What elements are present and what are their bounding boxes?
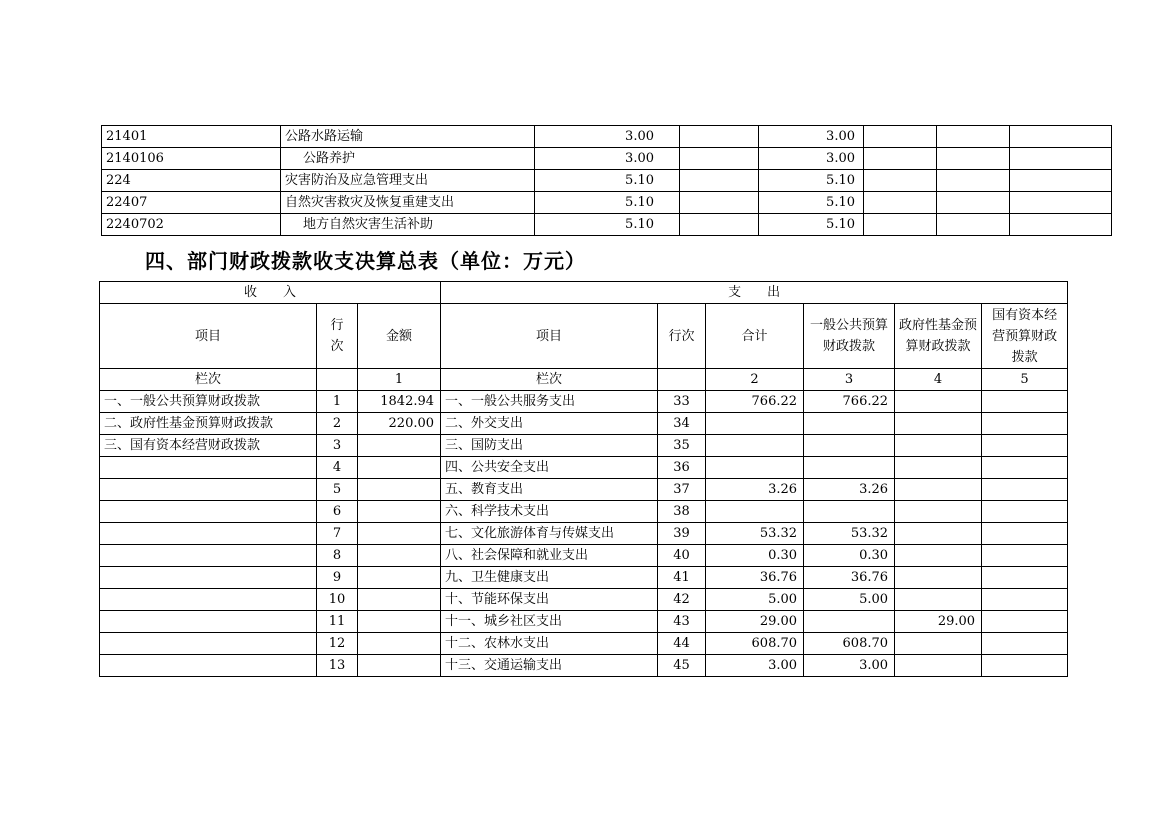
index-2: 2 xyxy=(706,369,804,391)
general-budget-amount: 3.26 xyxy=(804,479,895,501)
gov-fund-amount xyxy=(895,391,982,413)
table-row xyxy=(100,523,1068,545)
expense-total xyxy=(706,413,804,435)
gov-fund-amount xyxy=(895,435,982,457)
table-row xyxy=(100,545,1068,567)
table-row xyxy=(100,655,1068,677)
blank-cell xyxy=(937,148,1010,170)
subject-code: 2140106 xyxy=(102,148,281,170)
subject-name: 公路水路运输 xyxy=(281,126,535,148)
subject-name: 自然灾害救灾及恢复重建支出 xyxy=(281,192,535,214)
table-row xyxy=(100,391,1068,413)
expense-total: 608.70 xyxy=(706,633,804,655)
expense-item: 九、卫生健康支出 xyxy=(441,567,658,589)
expense-row-number: 44 xyxy=(658,633,706,655)
income-row-number: 2 xyxy=(317,413,358,435)
income-amount xyxy=(358,545,441,567)
income-amount xyxy=(358,479,441,501)
general-budget-value: 5.10 xyxy=(759,192,864,214)
expense-row-number: 45 xyxy=(658,655,706,677)
gov-fund-amount xyxy=(895,655,982,677)
general-budget-value: 5.10 xyxy=(759,214,864,236)
income-item xyxy=(100,501,317,523)
lanci-label: 栏次 xyxy=(100,369,317,391)
expense-total xyxy=(706,435,804,457)
expense-row-number: 36 xyxy=(658,457,706,479)
income-row-number: 11 xyxy=(317,611,358,633)
table-row xyxy=(100,479,1068,501)
blank-cell xyxy=(937,170,1010,192)
expense-row-number: 37 xyxy=(658,479,706,501)
table-row xyxy=(102,214,1112,236)
blank-cell xyxy=(680,126,759,148)
general-budget-amount xyxy=(804,435,895,457)
expense-item: 八、社会保障和就业支出 xyxy=(441,545,658,567)
expense-row-number: 33 xyxy=(658,391,706,413)
state-capital-amount xyxy=(982,501,1068,523)
blank-cell xyxy=(1010,214,1112,236)
expense-row-number: 38 xyxy=(658,501,706,523)
blank-cell xyxy=(317,369,358,391)
expense-total: 3.26 xyxy=(706,479,804,501)
state-capital-amount xyxy=(982,611,1068,633)
state-capital-amount xyxy=(982,589,1068,611)
blank-cell xyxy=(864,126,937,148)
subject-name: 地方自然灾害生活补助 xyxy=(281,214,535,236)
income-item xyxy=(100,545,317,567)
table-row xyxy=(100,435,1068,457)
col-header-income-item: 项目 xyxy=(100,304,317,369)
income-row-number: 10 xyxy=(317,589,358,611)
income-amount xyxy=(358,457,441,479)
expense-row-number: 34 xyxy=(658,413,706,435)
general-budget-amount xyxy=(804,413,895,435)
blank-cell xyxy=(864,170,937,192)
table-row xyxy=(102,148,1112,170)
income-amount: 1842.94 xyxy=(358,391,441,413)
general-budget-value: 3.00 xyxy=(759,148,864,170)
state-capital-amount xyxy=(982,655,1068,677)
state-capital-amount xyxy=(982,633,1068,655)
general-budget-amount: 608.70 xyxy=(804,633,895,655)
general-budget-amount: 766.22 xyxy=(804,391,895,413)
expense-row-number: 41 xyxy=(658,567,706,589)
gov-fund-amount xyxy=(895,479,982,501)
expense-total: 36.76 xyxy=(706,567,804,589)
expense-item: 四、公共安全支出 xyxy=(441,457,658,479)
lanci-label-2: 栏次 xyxy=(441,369,658,391)
expense-item: 三、国防支出 xyxy=(441,435,658,457)
subject-name: 灾害防治及应急管理支出 xyxy=(281,170,535,192)
income-row-number: 9 xyxy=(317,567,358,589)
state-capital-amount xyxy=(982,457,1068,479)
income-row-number: 12 xyxy=(317,633,358,655)
state-capital-amount xyxy=(982,567,1068,589)
gov-fund-amount xyxy=(895,633,982,655)
expense-item: 十三、交通运输支出 xyxy=(441,655,658,677)
income-row-number: 7 xyxy=(317,523,358,545)
col-header-amount: 金额 xyxy=(358,304,441,369)
total-value: 5.10 xyxy=(535,170,680,192)
income-row-number: 4 xyxy=(317,457,358,479)
income-amount: 220.00 xyxy=(358,413,441,435)
continued-expense-table xyxy=(101,125,1112,236)
expense-row-number: 42 xyxy=(658,589,706,611)
subject-code: 21401 xyxy=(102,126,281,148)
income-row-number: 6 xyxy=(317,501,358,523)
expense-row-number: 39 xyxy=(658,523,706,545)
state-capital-amount xyxy=(982,523,1068,545)
table-row xyxy=(100,611,1068,633)
income-item: 三、国有资本经营财政拨款 xyxy=(100,435,317,457)
index-4: 4 xyxy=(895,369,982,391)
continued-expense-table-body xyxy=(102,126,1112,236)
expense-row-number: 40 xyxy=(658,545,706,567)
total-value: 5.10 xyxy=(535,214,680,236)
income-row-number: 5 xyxy=(317,479,358,501)
gov-fund-amount: 29.00 xyxy=(895,611,982,633)
income-item xyxy=(100,589,317,611)
income-row-number: 13 xyxy=(317,655,358,677)
group-header-row xyxy=(100,282,1068,304)
expense-total xyxy=(706,457,804,479)
blank-cell xyxy=(864,148,937,170)
general-budget-amount xyxy=(804,611,895,633)
index-1: 1 xyxy=(358,369,441,391)
expense-row-number: 35 xyxy=(658,435,706,457)
income-group-header: 收 入 xyxy=(100,282,441,304)
income-item xyxy=(100,457,317,479)
expense-total: 29.00 xyxy=(706,611,804,633)
col-header-total: 合计 xyxy=(706,304,804,369)
expense-total: 0.30 xyxy=(706,545,804,567)
expense-item: 十、节能环保支出 xyxy=(441,589,658,611)
expense-group-header: 支 出 xyxy=(441,282,1068,304)
expense-item: 五、教育支出 xyxy=(441,479,658,501)
expense-total: 53.32 xyxy=(706,523,804,545)
subject-code: 22407 xyxy=(102,192,281,214)
col-header-income-row: 行次 xyxy=(317,304,358,369)
blank-cell xyxy=(658,369,706,391)
gov-fund-amount xyxy=(895,545,982,567)
table-row xyxy=(102,192,1112,214)
expense-row-number: 43 xyxy=(658,611,706,633)
state-capital-amount xyxy=(982,435,1068,457)
income-amount xyxy=(358,633,441,655)
income-amount xyxy=(358,567,441,589)
expense-total xyxy=(706,501,804,523)
column-index-row xyxy=(100,369,1068,391)
table-row xyxy=(100,567,1068,589)
blank-cell xyxy=(680,214,759,236)
section-heading: 四、部门财政拨款收支决算总表（单位：万元） xyxy=(145,249,586,273)
income-item xyxy=(100,655,317,677)
income-amount xyxy=(358,655,441,677)
income-item xyxy=(100,479,317,501)
total-value: 3.00 xyxy=(535,148,680,170)
gov-fund-amount xyxy=(895,413,982,435)
general-budget-amount: 3.00 xyxy=(804,655,895,677)
gov-fund-amount xyxy=(895,589,982,611)
gov-fund-amount xyxy=(895,457,982,479)
blank-cell xyxy=(864,214,937,236)
income-item xyxy=(100,611,317,633)
subject-code: 2240702 xyxy=(102,214,281,236)
table-row xyxy=(100,413,1068,435)
gov-fund-amount xyxy=(895,501,982,523)
general-budget-amount: 53.32 xyxy=(804,523,895,545)
state-capital-amount xyxy=(982,479,1068,501)
income-item: 二、政府性基金预算财政拨款 xyxy=(100,413,317,435)
general-budget-amount xyxy=(804,501,895,523)
col-header-gov-fund: 政府性基金预算财政拨款 xyxy=(895,304,982,369)
income-row-number: 3 xyxy=(317,435,358,457)
blank-cell xyxy=(1010,192,1112,214)
expense-item: 二、外交支出 xyxy=(441,413,658,435)
income-amount xyxy=(358,435,441,457)
gov-fund-amount xyxy=(895,567,982,589)
state-capital-amount xyxy=(982,413,1068,435)
state-capital-amount xyxy=(982,545,1068,567)
col-header-general-budget: 一般公共预算财政拨款 xyxy=(804,304,895,369)
general-budget-amount: 5.00 xyxy=(804,589,895,611)
income-item: 一、一般公共预算财政拨款 xyxy=(100,391,317,413)
col-header-expense-item: 项目 xyxy=(441,304,658,369)
table-row xyxy=(100,501,1068,523)
blank-cell xyxy=(1010,126,1112,148)
income-item xyxy=(100,567,317,589)
expense-item: 七、文化旅游体育与传媒支出 xyxy=(441,523,658,545)
expense-total: 3.00 xyxy=(706,655,804,677)
general-budget-amount: 36.76 xyxy=(804,567,895,589)
income-row-number: 1 xyxy=(317,391,358,413)
col-header-state-capital: 国有资本经营预算财政拨款 xyxy=(982,304,1068,369)
income-item xyxy=(100,633,317,655)
expense-item: 十一、城乡社区支出 xyxy=(441,611,658,633)
table-row xyxy=(100,633,1068,655)
general-budget-amount xyxy=(804,457,895,479)
blank-cell xyxy=(680,170,759,192)
table-row xyxy=(102,170,1112,192)
blank-cell xyxy=(1010,170,1112,192)
expense-item: 六、科学技术支出 xyxy=(441,501,658,523)
income-amount xyxy=(358,611,441,633)
income-amount xyxy=(358,501,441,523)
general-budget-value: 5.10 xyxy=(759,170,864,192)
blank-cell xyxy=(864,192,937,214)
index-5: 5 xyxy=(982,369,1068,391)
fiscal-summary-table-body xyxy=(100,282,1068,677)
income-amount xyxy=(358,589,441,611)
index-3: 3 xyxy=(804,369,895,391)
expense-item: 十二、农林水支出 xyxy=(441,633,658,655)
blank-cell xyxy=(937,192,1010,214)
blank-cell xyxy=(937,126,1010,148)
total-value: 5.10 xyxy=(535,192,680,214)
total-value: 3.00 xyxy=(535,126,680,148)
blank-cell xyxy=(1010,148,1112,170)
table-row xyxy=(102,126,1112,148)
blank-cell xyxy=(937,214,1010,236)
blank-cell xyxy=(680,148,759,170)
general-budget-amount: 0.30 xyxy=(804,545,895,567)
expense-total: 5.00 xyxy=(706,589,804,611)
expense-total: 766.22 xyxy=(706,391,804,413)
column-header-row xyxy=(100,304,1068,369)
state-capital-amount xyxy=(982,391,1068,413)
table-row xyxy=(100,589,1068,611)
subject-name: 公路养护 xyxy=(281,148,535,170)
income-amount xyxy=(358,523,441,545)
blank-cell xyxy=(680,192,759,214)
income-row-number: 8 xyxy=(317,545,358,567)
income-item xyxy=(100,523,317,545)
subject-code: 224 xyxy=(102,170,281,192)
general-budget-value: 3.00 xyxy=(759,126,864,148)
table-row xyxy=(100,457,1068,479)
gov-fund-amount xyxy=(895,523,982,545)
expense-item: 一、一般公共服务支出 xyxy=(441,391,658,413)
col-header-expense-row: 行次 xyxy=(658,304,706,369)
fiscal-summary-table xyxy=(99,281,1068,677)
